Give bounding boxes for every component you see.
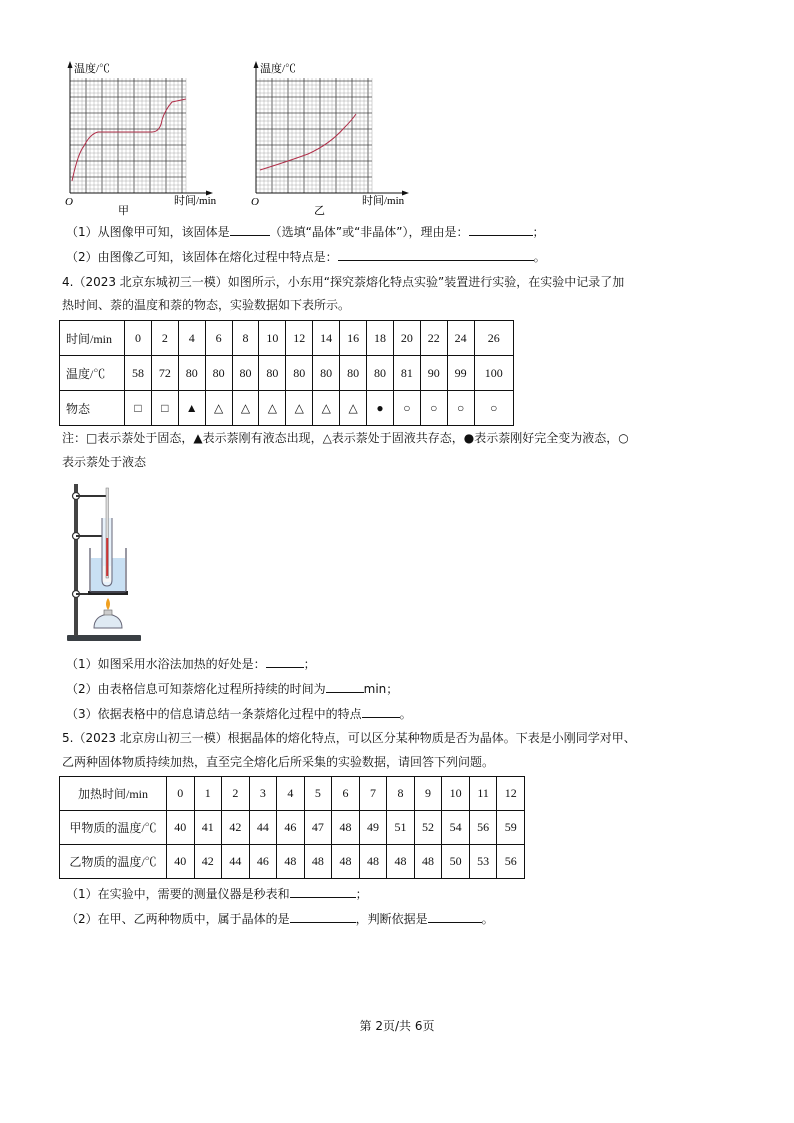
graph-yi-origin: O — [251, 196, 259, 208]
q4-table-cell: □ — [125, 391, 152, 426]
q4-sub2-blank[interactable] — [326, 680, 364, 693]
q5-table-cell: 11 — [469, 777, 497, 811]
q5-table-cell: 42 — [222, 811, 250, 845]
q4-sub1-suffix: ； — [303, 657, 316, 671]
q4-table-cell: 0 — [125, 321, 152, 356]
q4-table-cell: 80 — [205, 356, 232, 391]
q4-table-cell: 14 — [313, 321, 340, 356]
q4-table-cell: 72 — [151, 356, 178, 391]
q4-table-cell: ▲ — [178, 391, 205, 426]
q4-table-cell: 80 — [286, 356, 313, 391]
q4-table-cell: △ — [286, 391, 313, 426]
water-bath-apparatus — [64, 478, 144, 648]
q5-table-cell: 6 — [332, 777, 360, 811]
q5-table-cell: 46 — [249, 845, 277, 879]
q4-sub1-prefix: （1）如图采用水浴法加热的好处是： — [66, 657, 266, 671]
q3-sub2-suffix: 。 — [533, 250, 546, 264]
q4-table-cell: 6 — [205, 321, 232, 356]
q5-table-cell: 12 — [497, 777, 525, 811]
q4-table-cell: △ — [340, 391, 367, 426]
q4-table-cell: 58 — [125, 356, 152, 391]
q5-table-cell: 48 — [304, 845, 332, 879]
q4-stem-line1: 4.（2023 北京东城初三一模）如图所示，小东用“探究萘熔化特点实验”装置进行实验，在实验中记录了加 — [62, 275, 625, 289]
alcohol-lamp — [94, 614, 122, 628]
q5-stem-line1: 5.（2023 北京房山初三一模）根据晶体的熔化特点，可以区分某种物质是否为晶体。下表是小刚同学对甲、 — [62, 731, 636, 745]
graph-jia-ylabel: 温度/℃ — [74, 63, 111, 75]
q5-table-cell: 47 — [304, 811, 332, 845]
q4-table-cell: 26 — [474, 321, 513, 356]
q4-table-cell: ○ — [393, 391, 420, 426]
q4-table-cell: 81 — [393, 356, 420, 391]
q5-table-header: 乙物质的温度/℃ — [60, 845, 167, 879]
q4-table-cell: 80 — [232, 356, 259, 391]
q5-table-cell: 48 — [414, 845, 442, 879]
q4-table-cell: 18 — [367, 321, 394, 356]
graph-yi-caption: 乙 — [314, 205, 325, 217]
graph-yi-xlabel: 时间/min — [362, 195, 405, 207]
thermometer-liquid — [106, 538, 108, 576]
q4-sub3-blank[interactable] — [362, 705, 400, 718]
q5-table-cell: 50 — [442, 845, 470, 879]
graph-jia — [60, 58, 220, 218]
q5-table-cell: 0 — [167, 777, 195, 811]
q3-sub2-blank[interactable] — [338, 248, 534, 261]
q5-table-cell: 51 — [387, 811, 415, 845]
q5-table-row-time — [60, 777, 525, 811]
q5-table — [59, 776, 525, 879]
flame-icon — [106, 598, 110, 610]
q5-table-row-yi — [60, 845, 525, 879]
q4-stem-line2: 热时间、萘的温度和萘的物态，实验数据如下表所示。 — [62, 298, 351, 312]
q3-sub1-prefix: （1）从图像甲可知，该固体是 — [66, 225, 230, 239]
q4-table-cell: 24 — [447, 321, 474, 356]
q4-table-cell: 90 — [420, 356, 447, 391]
graph-yi-ylabel: 温度/℃ — [260, 63, 297, 75]
graph-jia-xlabel: 时间/min — [174, 195, 217, 207]
q4-sub2 — [66, 680, 398, 697]
q5-table-cell: 4 — [277, 777, 305, 811]
q4-sub1-blank[interactable] — [266, 655, 304, 668]
q5-table-cell: 48 — [277, 845, 305, 879]
q5-table-cell: 46 — [277, 811, 305, 845]
lamp-wick-holder — [104, 610, 112, 615]
q5-sub2-blank1[interactable] — [290, 910, 356, 923]
q4-table-cell: 8 — [232, 321, 259, 356]
graph-jia-curve — [72, 99, 186, 181]
q4-table — [59, 320, 514, 426]
q5-sub2-prefix: （2）在甲、乙两种物质中，属于晶体的是 — [66, 912, 290, 926]
q3-sub1-mid: （选填“晶体”或“非晶体”），理由是： — [269, 225, 469, 239]
q5-sub1-blank[interactable] — [290, 885, 356, 898]
q5-table-cell: 41 — [194, 811, 222, 845]
q3-sub1-suffix: ； — [532, 225, 545, 239]
q5-table-cell: 9 — [414, 777, 442, 811]
q5-table-cell: 7 — [359, 777, 387, 811]
q4-sub3-suffix: 。 — [399, 707, 412, 721]
q4-table-cell: 12 — [286, 321, 313, 356]
q4-sub2-suffix: min； — [363, 682, 399, 696]
q5-table-cell: 48 — [387, 845, 415, 879]
stand-rod — [74, 484, 78, 636]
q4-table-cell: 80 — [178, 356, 205, 391]
q3-sub2 — [66, 248, 546, 265]
q4-table-cell: □ — [151, 391, 178, 426]
q3-sub1 — [66, 223, 545, 240]
q4-table-cell: 100 — [474, 356, 513, 391]
q4-table-row-state — [60, 391, 514, 426]
q5-table-cell: 48 — [332, 845, 360, 879]
q5-sub1 — [66, 885, 368, 902]
q4-table-header: 温度/℃ — [60, 356, 125, 391]
q5-table-cell: 8 — [387, 777, 415, 811]
q4-table-cell: 16 — [340, 321, 367, 356]
q3-sub2-prefix: （2）由图像乙可知，该固体在熔化过程中特点是： — [66, 250, 338, 264]
q5-table-cell: 5 — [304, 777, 332, 811]
q5-sub2-blank2[interactable] — [428, 910, 482, 923]
q4-table-row-temp — [60, 356, 514, 391]
q5-table-header: 甲物质的温度/℃ — [60, 811, 167, 845]
q4-table-header: 物态 — [60, 391, 125, 426]
q4-table-cell: 80 — [259, 356, 286, 391]
q4-sub3-prefix: （3）依据表格中的信息请总结一条萘熔化过程中的特点 — [66, 707, 362, 721]
graph-jia-y-arrow — [68, 61, 73, 68]
q4-table-cell: 20 — [393, 321, 420, 356]
q4-table-cell: △ — [232, 391, 259, 426]
q5-sub2-suffix: 。 — [481, 912, 494, 926]
q5-table-cell: 40 — [167, 845, 195, 879]
q4-table-cell: 80 — [367, 356, 394, 391]
q4-table-cell: 80 — [313, 356, 340, 391]
q5-table-cell: 48 — [359, 845, 387, 879]
q5-table-row-jia — [60, 811, 525, 845]
q4-table-cell: △ — [205, 391, 232, 426]
q4-table-cell: △ — [313, 391, 340, 426]
q4-table-cell: ○ — [420, 391, 447, 426]
q4-note-line1: 注：□表示萘处于固态，▲表示萘刚有液态出现，△表示萘处于固液共存态，●表示萘刚好完全变为液态，○ — [62, 431, 629, 445]
page-footer: 第 2页/共 6页 — [359, 1019, 435, 1033]
q5-table-cell: 10 — [442, 777, 470, 811]
q5-table-cell: 48 — [332, 811, 360, 845]
q5-sub2-mid: ，判断依据是 — [355, 912, 428, 926]
q5-sub1-suffix: ； — [355, 887, 368, 901]
q5-table-cell: 56 — [497, 845, 525, 879]
q4-table-cell: ● — [367, 391, 394, 426]
q5-table-cell: 44 — [249, 811, 277, 845]
graph-yi — [246, 58, 416, 218]
stand-base — [67, 635, 141, 641]
q4-table-cell: 4 — [178, 321, 205, 356]
q4-table-cell: ○ — [447, 391, 474, 426]
q4-table-cell: △ — [259, 391, 286, 426]
q4-table-cell: 80 — [340, 356, 367, 391]
graph-jia-origin: O — [65, 196, 73, 208]
q4-table-cell: 22 — [420, 321, 447, 356]
q5-table-cell: 49 — [359, 811, 387, 845]
q4-table-row-time — [60, 321, 514, 356]
q4-sub2-prefix: （2）由表格信息可知萘熔化过程所持续的时间为 — [66, 682, 326, 696]
q4-table-header: 时间/min — [60, 321, 125, 356]
q5-table-cell: 44 — [222, 845, 250, 879]
q4-table-cell: ○ — [474, 391, 513, 426]
q5-table-cell: 52 — [414, 811, 442, 845]
q5-table-header: 加热时间/min — [60, 777, 167, 811]
q5-table-cell: 42 — [194, 845, 222, 879]
q3-sub1-blank2[interactable] — [469, 223, 533, 236]
graph-jia-caption: 甲 — [118, 205, 129, 217]
q5-table-cell: 1 — [194, 777, 222, 811]
q4-sub1 — [66, 655, 316, 672]
q5-sub2 — [66, 910, 494, 927]
q4-sub3 — [66, 705, 412, 722]
q3-sub1-blank1[interactable] — [230, 223, 270, 236]
q5-table-cell: 53 — [469, 845, 497, 879]
q5-table-cell: 2 — [222, 777, 250, 811]
q5-stem-line2: 乙两种固体物质持续加热，直至完全熔化后所采集的实验数据，请回答下列问题。 — [62, 755, 495, 769]
q4-table-cell: 2 — [151, 321, 178, 356]
q4-note-line2: 表示萘处于液态 — [62, 455, 147, 469]
q5-table-cell: 3 — [249, 777, 277, 811]
q5-sub1-prefix: （1）在实验中，需要的测量仪器是秒表和 — [66, 887, 290, 901]
q4-table-cell: 99 — [447, 356, 474, 391]
q5-table-cell: 56 — [469, 811, 497, 845]
q4-table-cell: 10 — [259, 321, 286, 356]
q5-table-cell: 54 — [442, 811, 470, 845]
q5-table-cell: 59 — [497, 811, 525, 845]
graph-yi-y-arrow — [254, 61, 259, 68]
q5-table-cell: 40 — [167, 811, 195, 845]
